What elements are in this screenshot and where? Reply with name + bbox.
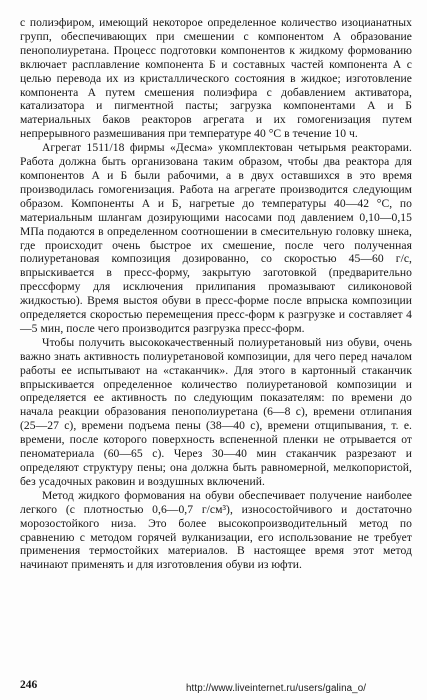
page-number: 246 <box>20 679 38 691</box>
paragraph-1: с полиэфиром, имеющий некоторое определенное количество изоцианатных групп, обеспечивающих при смешении с компонентом А образование пенополиуретана. Процесс подготовки компонентов к жидкому формованию включает расплавление компонента Б и составных частей компонента А с целью перевода их из кристаллического состояния в жидкое; изготовление компонента А путем смешения полиэфира с добавлением активатора, катализатора и пигментной пасты; загрузка компонентами А и Б материальных баков реакторов агрегата и их гомогенизация путем непрерывного размешивания при температуре 40 °С в течение 10 ч. <box>20 16 412 141</box>
watermark-url: http://www.liveinternet.ru/users/galina_o/ <box>186 683 367 694</box>
paragraph-4: Метод жидкого формования на обуви обеспечивает получение наиболее легкого (с плотностью 0,6—0,7 г/см³), износостойчивого и достаточно морозостойкого низа. Это более высокопроизводительный метод по сравнению с методом горячей вулканизации, его использование не требует применения термостойких материалов. В настоящее время этот метод начинают применять и для изготовления обуви из юфти. <box>20 488 412 572</box>
paragraph-3: Чтобы получить высококачественный полиуретановый низ обуви, очень важно знать активность полиуретановой композиции, для чего перед началом работы ее испытывают на «стаканчик». Для этого в картонный стаканчик впрыскивается определенное количество полиуретановой композиции и определяется ее активность по следующим показателям: по времени до начала реакции образования пенополиуретана (6—8 с), времени отлипания (25—27 с), времени подъема пены (38—40 с), времени отщипывания, т. е. времени, после которого поверхность вспененной пленки не отрывается от пеноматериала (60—65 с). Через 30—40 мин стаканчик разрезают и определяют структуру пены; она должна быть равномерной, мелкопористой, без усадочных раковин и воздушных включений. <box>20 335 412 488</box>
paragraph-2: Агрегат 1511/18 фирмы «Десма» укомплектован четырьмя реакторами. Работа должна быть организована таким образом, чтобы два реактора для компонентов А и Б были рабочими, а в двух оставшихся в это время производилась гомогенизация. Работа на агрегате производится следующим образом. Компоненты А и Б, нагретые до температуры 40—42 °С, по материальным шлангам дозирующими насосами под давлением 0,10—0,15 МПа подаются в определенном соотношении в смесительную головку шнека, где происходит очень быстрое их смешение, после чего полученная полиуретановая композиция дозированно, со скоростью 45—60 г/с, впрыскивается в пресс-форму, закрытую заготовкой (предварительно прессформу для исключения прилипания промазывают силиконовой жидкостью). Время выстоя обуви в пресс-форме после впрыска композиции определяется скоростью перемещения пресс-форм к разгрузке и составляет 4—5 мин, после чего производится разгрузка пресс-форм. <box>20 141 412 335</box>
body-text <box>20 16 412 572</box>
